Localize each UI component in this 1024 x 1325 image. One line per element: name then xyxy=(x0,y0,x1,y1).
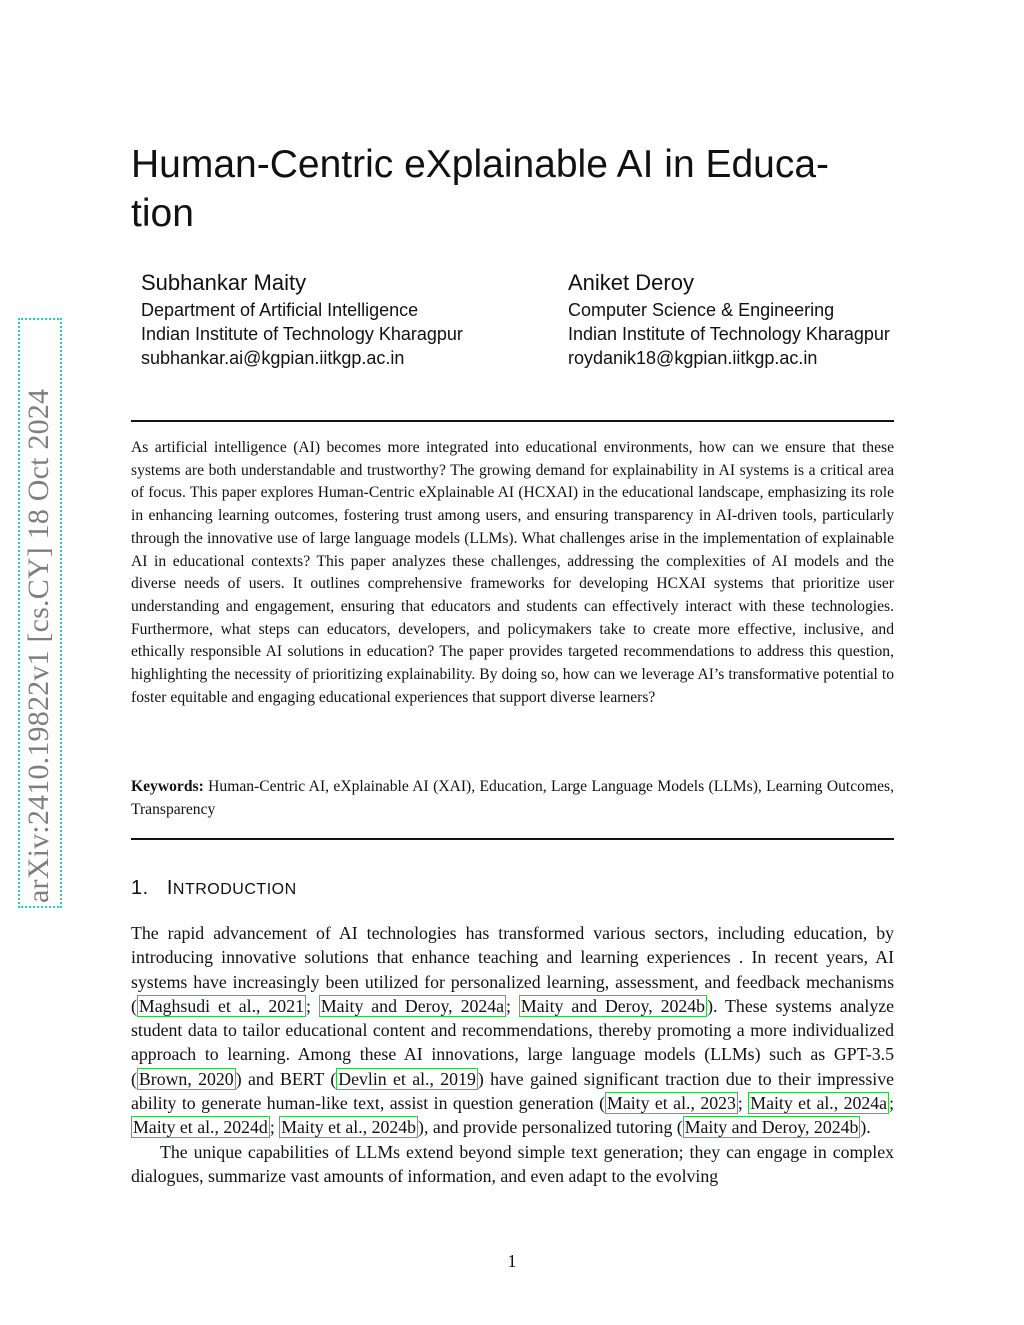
citation-link[interactable]: Brown, 2020 xyxy=(138,1068,234,1089)
author-department: Department of Artificial Intelligence xyxy=(141,300,419,320)
author-institution: Indian Institute of Technology Kharagpur xyxy=(568,324,890,344)
title-line-1: Human-Centric eXplainable AI in Educa- xyxy=(131,143,830,186)
citation-link[interactable]: Maity and Deroy, 2024b xyxy=(520,995,706,1016)
text-run: ; xyxy=(889,1093,895,1114)
author-block-1 xyxy=(141,268,541,370)
text-run: The rapid advancement of AI technologies has transformed various sectors, including education, by introducing innovative solutions that enhance teaching and learning experiences . In recent years, AI systems have increasingly been utilized for personalized learning, assessment, and feedback mechanisms ( xyxy=(131,923,894,1016)
body-text xyxy=(131,921,894,1188)
text-run: ; xyxy=(737,1093,749,1114)
citation-link[interactable]: Devlin et al., 2019 xyxy=(338,1068,476,1089)
author-email[interactable]: roydanik18@kgpian.iitkgp.ac.in xyxy=(568,348,818,368)
author-institution: Indian Institute of Technology Kharagpur xyxy=(141,324,463,344)
text-run: ). These systems analyze student data to tailor educational content and recommendations, thereby promoting a more individualized approach to learning. Among these AI innovations, large language models (LLMs) such as GPT-3.5 ( xyxy=(131,995,894,1089)
citation-link[interactable]: Maity and Deroy, 2024a xyxy=(320,995,505,1016)
citation-link[interactable]: Maity et al., 2023 xyxy=(607,1093,736,1114)
text-run: ). xyxy=(860,1117,871,1138)
citation-link[interactable]: Maity and Deroy, 2024b xyxy=(684,1117,859,1138)
paragraph-1 xyxy=(131,921,894,1140)
page-number: 1 xyxy=(507,1251,517,1271)
section-title-initial: I xyxy=(166,877,173,899)
citation-link[interactable]: Maghsudi et al., 2021 xyxy=(138,995,304,1016)
paragraph-2: The unique capabilities of LLMs extend beyond simple text generation; they can engage in complex dialogues, summarize vast amounts of information, and even adapt to the evolving xyxy=(131,1141,894,1186)
text-run: ) have gained significant traction due to their impressive ability to generate human-like text, assist in question generation ( xyxy=(131,1068,894,1114)
section-title-rest: NTRODUCTION xyxy=(172,881,297,898)
title-line-2: tion xyxy=(131,192,194,235)
keywords-label: Keywords: xyxy=(131,778,204,795)
keywords xyxy=(131,776,894,821)
text-run: ; xyxy=(269,1117,280,1138)
text-run: ; xyxy=(305,995,319,1016)
keywords-text: Human-Centric AI, eXplainable AI (XAI), Education, Large Language Models (LLMs), Learning Outcomes, Transparency xyxy=(131,778,894,818)
bottom-divider xyxy=(131,838,894,840)
section-heading xyxy=(131,877,297,900)
text-run: ; xyxy=(506,995,519,1016)
citation-link[interactable]: Maity et al., 2024a xyxy=(750,1093,888,1114)
paper-title xyxy=(131,140,901,238)
top-divider xyxy=(131,420,894,422)
text-run: ) and BERT ( xyxy=(235,1068,337,1089)
author-department: Computer Science & Engineering xyxy=(568,300,835,320)
citation-link[interactable]: Maity et al., 2024d xyxy=(133,1117,268,1138)
text-run: ), and provide personalized tutoring ( xyxy=(418,1117,683,1138)
author-name: Subhankar Maity xyxy=(141,270,307,295)
author-block-2 xyxy=(568,268,968,370)
author-email[interactable]: subhankar.ai@kgpian.iitkgp.ac.in xyxy=(141,348,405,368)
section-number: 1. xyxy=(131,877,149,899)
citation-link[interactable]: Maity et al., 2024b xyxy=(281,1117,417,1138)
arxiv-stamp[interactable]: arXiv:2410.19822v1 [cs.CY] 18 Oct 2024 xyxy=(22,388,55,903)
author-name: Aniket Deroy xyxy=(568,270,694,295)
abstract: As artificial intelligence (AI) becomes more integrated into educational environments, how can we ensure that these systems are both understandable and trustworthy? The growing demand for explainability in AI systems is a critical area of focus. This paper explores Human-Centric eXplainable AI (HCXAI) in the educational landscape, emphasizing its role in enhancing learning outcomes, fostering trust among users, and ensuring transparency in AI-driven tools, particularly through the innovative use of large language models (LLMs). What challenges arise in the implementation of explainable AI in educational contexts? This paper analyzes these challenges, addressing the complexities of AI models and the diverse needs of users. It outlines comprehensive frameworks for developing HCXAI systems that prioritize user understanding and engagement, ensuring that educators and students can effectively interact with these technologies. Furthermore, what steps can educators, developers, and policymakers take to create more effective, inclusive, and ethically responsible AI solutions in education? The paper provides targeted recommendations to address this question, highlighting the necessity of prioritizing explainability. By doing so, how can we leverage AI’s transformative potential to foster equitable and engaging educational experiences that support diverse learners? xyxy=(131,439,894,706)
